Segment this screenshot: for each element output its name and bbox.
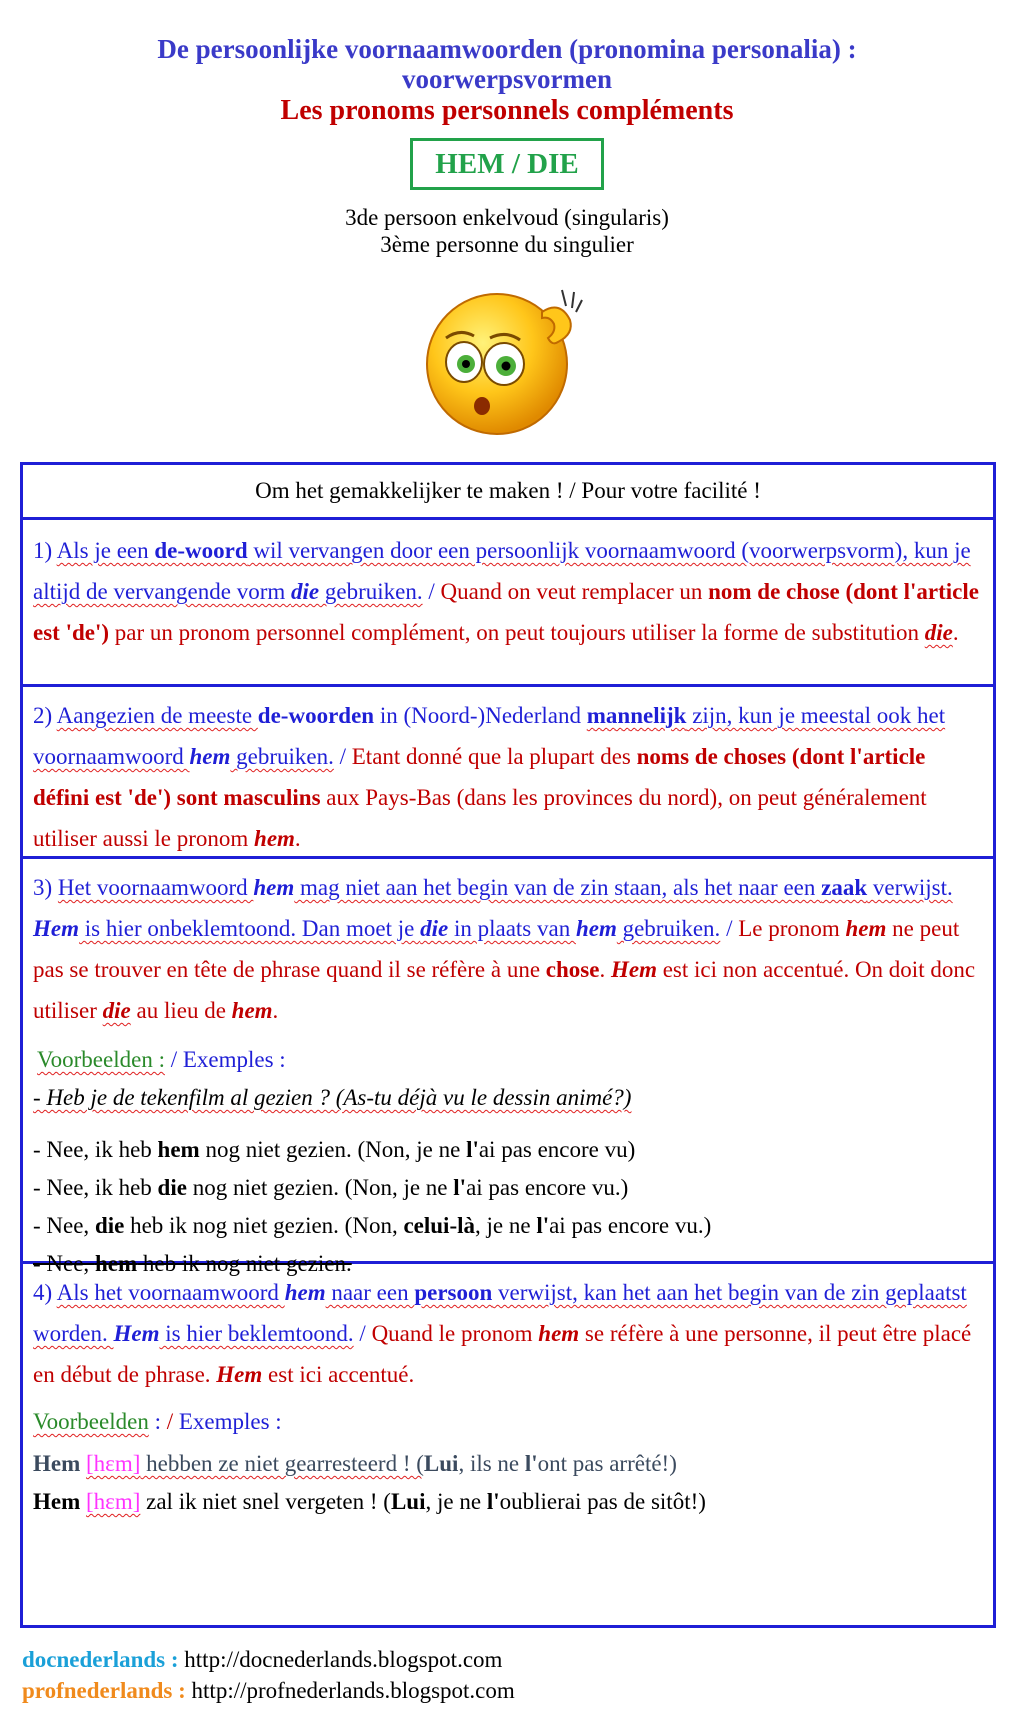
rules-box: [20, 462, 996, 1628]
rule-2: 2) Aangezien de meeste de-woorden in (Noord-)Nederland mannelijk zijn, kun je meestal ook het voornaamwoord hem gebruiken. / Etant donné que la plupart des noms de choses (dont l'article défini est 'de') sont masculins aux Pays-Bas (dans les provinces du nord), on peut généralement utiliser aussi le pronom hem.: [23, 687, 993, 859]
examples-heading-2: Voorbeelden : / Exemples :: [33, 1409, 282, 1434]
example-4-incorrect: - Nee, hem heb ik nog niet gezien.: [33, 1251, 352, 1276]
examples-heading: Voorbeelden : / Exemples :: [37, 1047, 286, 1072]
confused-emoji-svg: [402, 272, 612, 442]
rule-4: 4) Als het voornaamwoord hem naar een persoon verwijst, kan het aan het begin van de zin geplaatst worden. Hem is hier beklemtoond. / Quand le pronom hem se réfère à une personne, il peut être placé en début de phrase. Hem est ici accentué. Voorbeelden : / Exemples : Hem [hɛm] hebben ze niet gearresteerd ! (Lui, ils ne l'ont pas arrêté!) Hem [hɛm] zal ik niet snel vergeten ! (Lui, je ne l'oublierai pas de sitôt!): [23, 1264, 993, 1521]
example-4b: Hem [hɛm] zal ik niet snel vergeten ! (Lui, je ne l'oublierai pas de sitôt!): [33, 1489, 706, 1514]
confused-emoji-icon: [0, 272, 1014, 442]
subtitle-nl: 3de persoon enkelvoud (singularis): [345, 205, 669, 230]
intro-row: Om het gemakkelijker te maken ! / Pour votre facilité !: [23, 465, 993, 520]
hem-die-badge: HEM / DIE: [410, 138, 603, 190]
example-2: - Nee, ik heb die nog niet gezien. (Non, je ne l'ai pas encore vu.): [33, 1175, 629, 1200]
footer-link-profnederlands[interactable]: profnederlands : http://profnederlands.blogspot.com: [22, 1678, 515, 1703]
rule-1: 1) Als je een de-woord wil vervangen door een persoonlijk voornaamwoord (voorwerpsvorm), kun je altijd de vervangende vorm die gebruiken. / Quand on veut remplacer un nom de chose (dont l'article est 'de') par un pronom personnel complément, on peut toujours utiliser la forme de substitution die.: [23, 520, 993, 687]
footer-link-docnederlands[interactable]: docnederlands : http://docnederlands.blogspot.com: [22, 1647, 503, 1672]
rule-3: 3) Het voornaamwoord hem mag niet aan het begin van de zin staan, als het naar een zaak verwijst. Hem is hier onbeklemtoond. Dan moet je die in plaats van hem gebruiken. / Le pronom hem ne peut pas se trouver en tête de phrase quand il se réfère à une chose. Hem est ici non accentué. On doit donc utiliser die au lieu de hem. Voorbeelden : / Exemples : - Heb je de tekenfilm al gezien ? (As-tu déjà vu le dessin animé?) - Nee, ik heb hem nog niet gezien. (Non, je ne l'ai pas encore vu) - Nee, ik heb die nog niet gezien. (Non, je ne l'ai pas encore vu.) - Nee, die heb ik nog niet gezien. (Non, celui-là, je ne l'ai pas encore vu.) - Nee, hem heb ik nog niet gezien.: [23, 859, 993, 1264]
example-3: - Nee, die heb ik nog niet gezien. (Non, celui-là, je ne l'ai pas encore vu.): [33, 1213, 712, 1238]
page-title-nl: De persoonlijke voornaamwoorden (pronomina personalia) : voorwerpsvormen: [157, 34, 857, 94]
example-1: - Nee, ik heb hem nog niet gezien. (Non, je ne l'ai pas encore vu): [33, 1137, 636, 1162]
subtitle-fr: 3ème personne du singulier: [380, 232, 634, 257]
page-title-fr: Les pronoms personnels compléments: [280, 95, 734, 126]
header: [0, 0, 1014, 442]
footer-links: [22, 1644, 515, 1706]
example-4a: Hem [hɛm] hebben ze niet gearresteerd ! (Lui, ils ne l'ont pas arrêté!): [33, 1451, 677, 1476]
example-question: - Heb je de tekenfilm al gezien ? (As-tu déjà vu le dessin animé?): [33, 1085, 632, 1110]
